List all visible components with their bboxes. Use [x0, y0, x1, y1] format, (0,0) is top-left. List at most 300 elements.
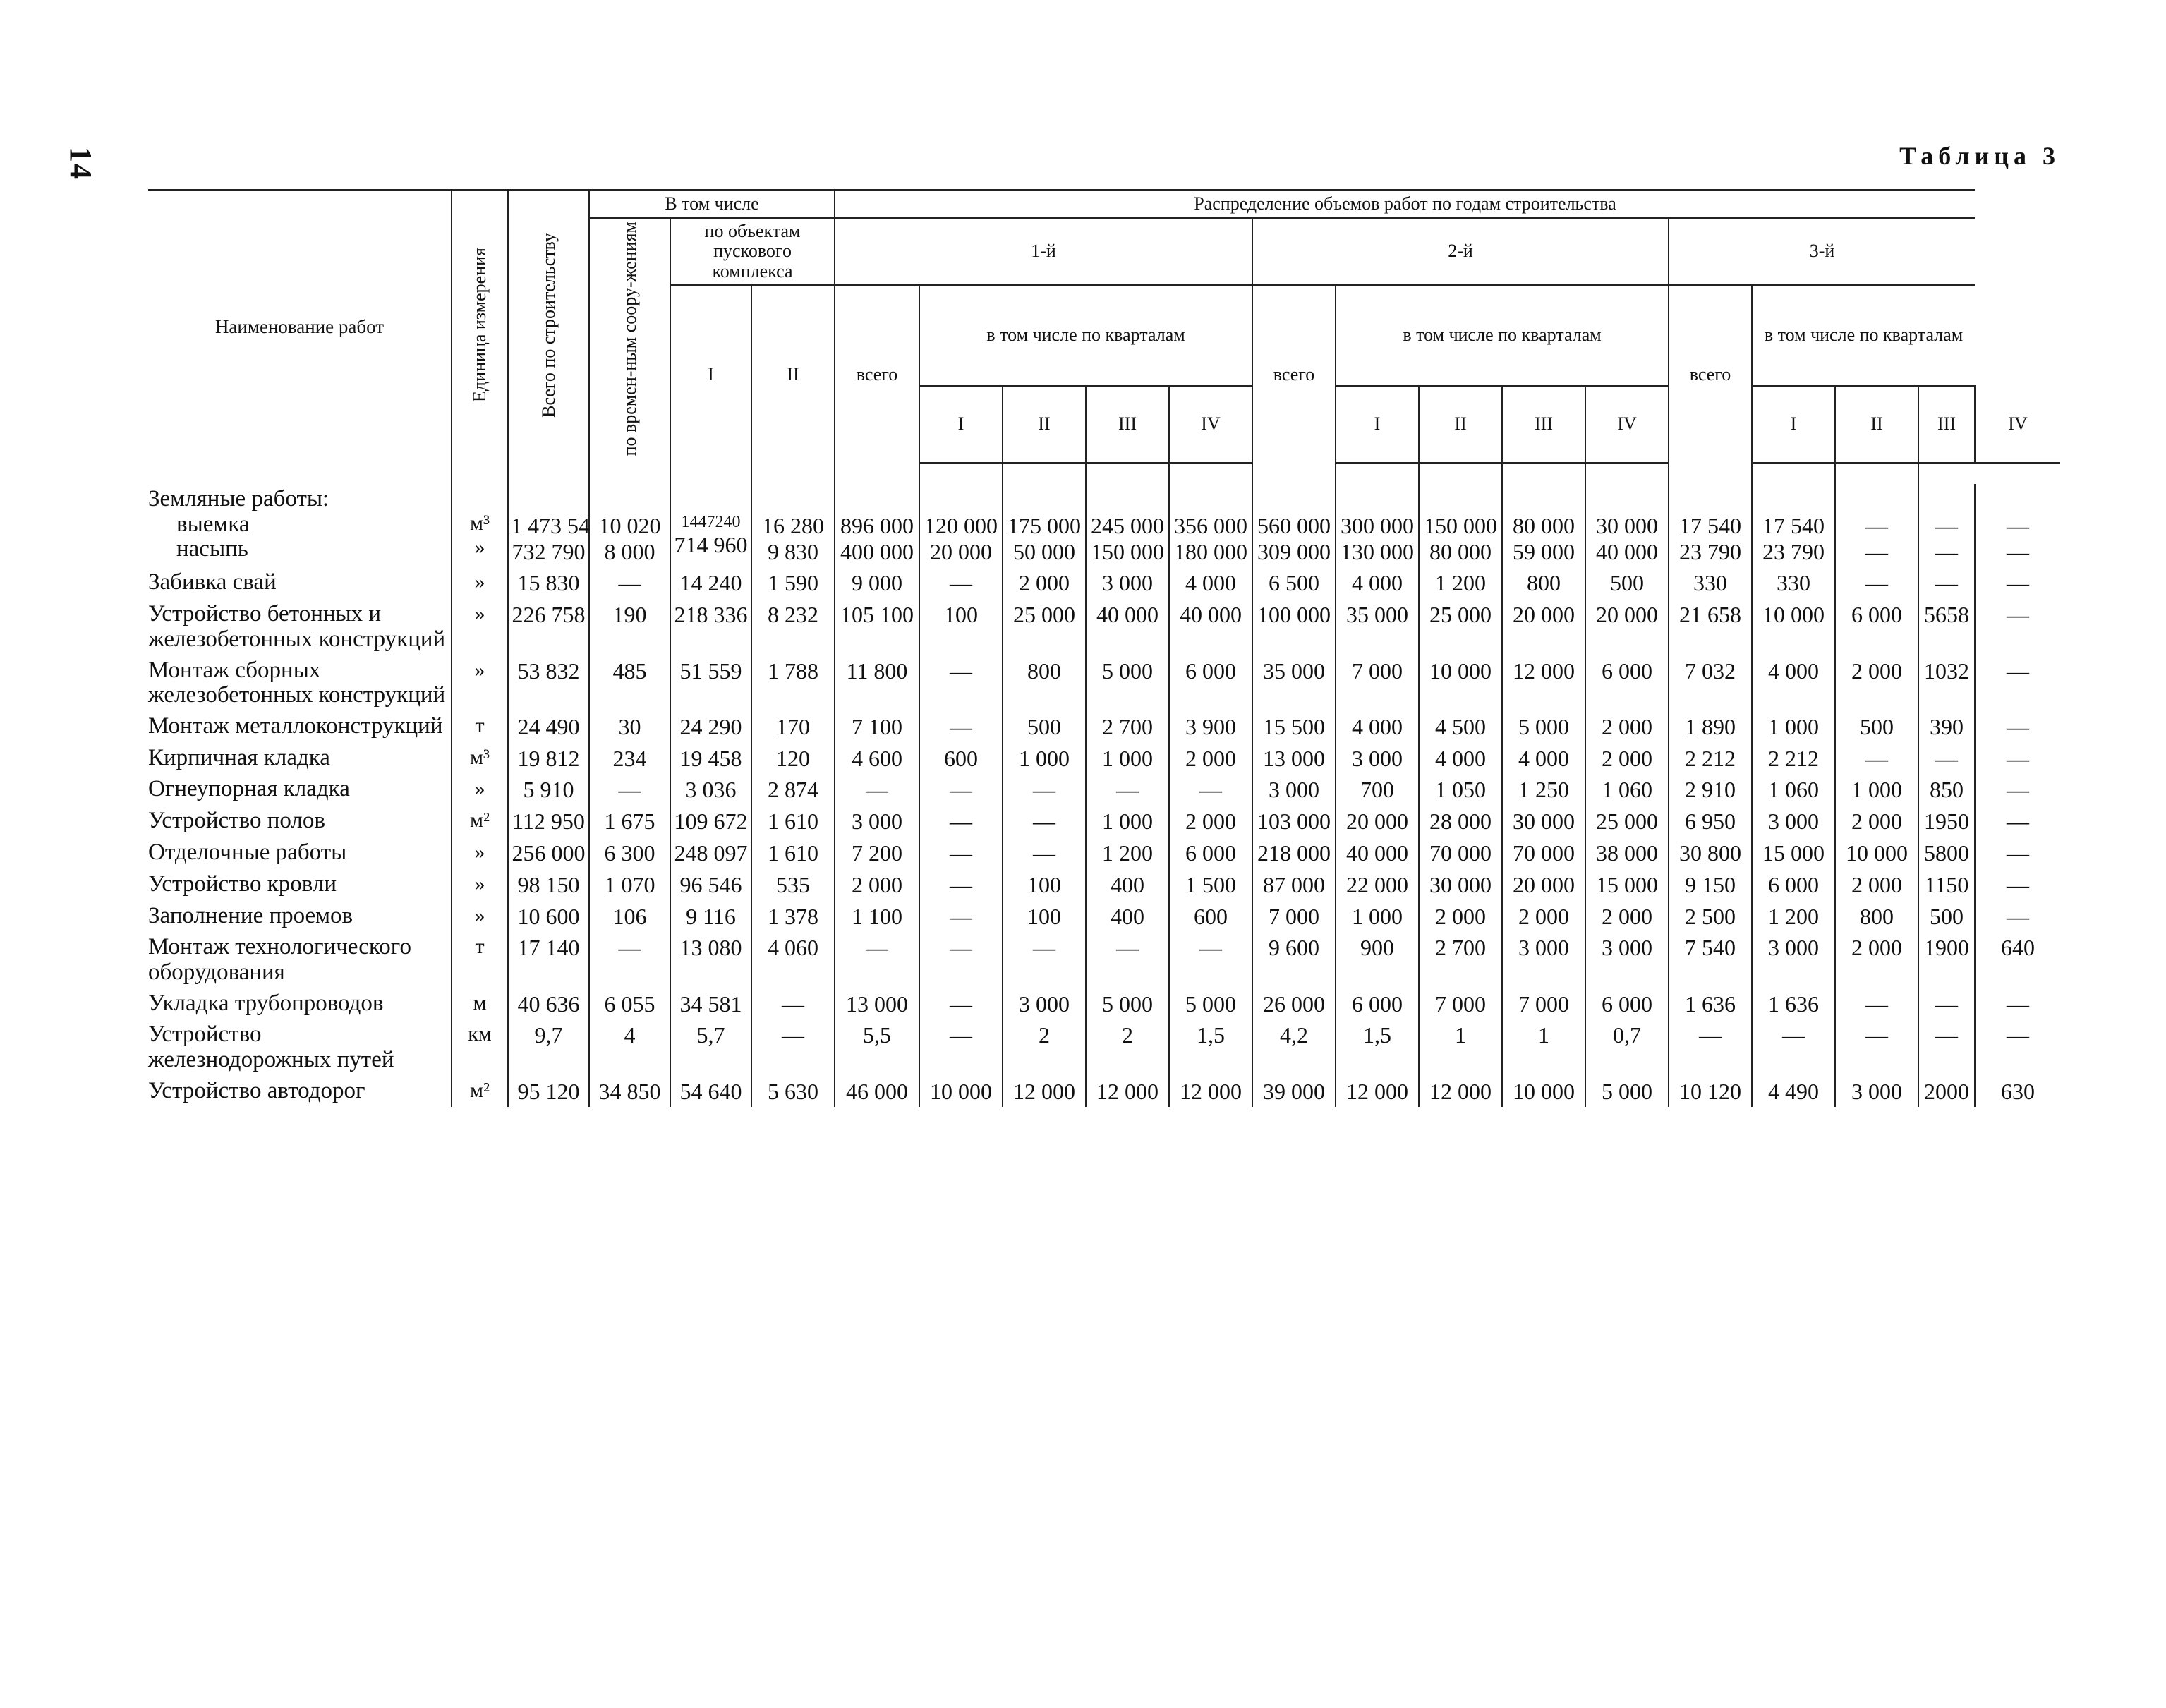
- value-cell: 10 000: [1502, 1076, 1585, 1108]
- value-cell: 1 788: [751, 655, 835, 711]
- header-year-3-quarters: в том числе по кварталам: [1752, 285, 1975, 385]
- value-cell: 234: [589, 743, 670, 775]
- value-cell: 700: [1336, 774, 1419, 806]
- value-cell: 12 000: [1502, 655, 1585, 711]
- unit-cell: м²: [452, 806, 508, 837]
- value-cell: 500: [1835, 711, 1918, 743]
- value-cell: 5,5: [835, 1019, 919, 1075]
- value-cell: 39 000: [1252, 1076, 1336, 1108]
- value-cell: —: [1975, 711, 2060, 743]
- unit-cell: »: [452, 774, 508, 806]
- work-name: Устройство полов: [148, 808, 325, 834]
- value-cell: 7 200: [835, 837, 919, 869]
- value-cell: 11 800: [835, 655, 919, 711]
- value-cell: 5 000: [1086, 655, 1169, 711]
- value-cell: 6 000: [1585, 988, 1669, 1020]
- value-cell: — —: [1835, 484, 1918, 567]
- header-temporary: по времен-ным соору-жениям: [589, 218, 670, 464]
- value-cell: 17 140: [508, 932, 589, 988]
- value-cell: 13 080: [670, 932, 751, 988]
- value-cell: 256 000: [508, 837, 589, 869]
- value-cell: 2 500: [1669, 901, 1752, 933]
- value-cell: 10 120: [1669, 1076, 1752, 1108]
- value-cell: 3 000: [1252, 774, 1336, 806]
- value-cell: 2 874: [751, 774, 835, 806]
- table-row: [148, 743, 2060, 775]
- value-cell: 25 000: [1003, 599, 1086, 655]
- unit-cell: м³ »: [452, 484, 508, 567]
- value-cell: —: [1918, 743, 1975, 775]
- value-cell: 10 020 8 000: [589, 484, 670, 567]
- value-cell: 70 000: [1419, 837, 1502, 869]
- value-cell: 2 000: [1585, 901, 1669, 933]
- value-cell: 12 000: [1169, 1076, 1252, 1108]
- value-cell: 300 000 130 000: [1336, 484, 1419, 567]
- value-cell: 98 150: [508, 869, 589, 901]
- value-cell: 1 060: [1752, 774, 1835, 806]
- value-cell: —: [1975, 567, 2060, 599]
- value-cell: 535: [751, 869, 835, 901]
- value-cell: 2 000: [1585, 743, 1669, 775]
- value-cell: 109 672: [670, 806, 751, 837]
- works-distribution-table: [148, 189, 2060, 1107]
- value-cell: 30 800: [1669, 837, 1752, 869]
- value-cell: 14 240: [670, 567, 751, 599]
- value-cell: 1 000: [1086, 806, 1169, 837]
- value-cell: 7 000: [1336, 655, 1419, 711]
- value-cell: 1 500: [1169, 869, 1252, 901]
- value-cell: 53 832: [508, 655, 589, 711]
- unit-cell: т: [452, 932, 508, 988]
- value-cell: 175 000 50 000: [1003, 484, 1086, 567]
- value-cell: —: [919, 901, 1003, 933]
- value-cell: 6 000: [1585, 655, 1669, 711]
- table-caption: Таблица 3: [1899, 142, 2060, 170]
- header-year-2-quarters: в том числе по кварталам: [1336, 285, 1669, 385]
- value-cell: 1 610: [751, 837, 835, 869]
- value-cell: 95 120: [508, 1076, 589, 1108]
- work-name: Устройство бетонных и железобетонных конструкций: [148, 601, 446, 652]
- value-cell: 330: [1669, 567, 1752, 599]
- value-cell: 896 000 400 000: [835, 484, 919, 567]
- header-including: В том числе: [589, 190, 835, 218]
- value-cell: 1 000: [1336, 901, 1419, 933]
- unit-cell: м³: [452, 743, 508, 775]
- header-year-1-total: всего: [835, 285, 919, 463]
- value-cell: 5,7: [670, 1019, 751, 1075]
- value-cell: 4 000: [1502, 743, 1585, 775]
- work-name: Кирпичная кладка: [148, 744, 330, 770]
- value-cell: 7 000: [1419, 988, 1502, 1020]
- value-cell: 5 000: [1086, 988, 1169, 1020]
- value-cell: —: [919, 806, 1003, 837]
- value-cell: 30 000: [1502, 806, 1585, 837]
- value-cell: 80 000 59 000: [1502, 484, 1585, 567]
- value-cell: 2 212: [1752, 743, 1835, 775]
- value-cell: 2 000: [835, 869, 919, 901]
- value-cell: 800: [1835, 901, 1918, 933]
- value-cell: —: [1975, 806, 2060, 837]
- value-cell: —: [1835, 1019, 1918, 1075]
- value-cell: 1 473 54 732 790: [508, 484, 589, 567]
- value-cell: —: [835, 932, 919, 988]
- value-cell: 4 060: [751, 932, 835, 988]
- value-cell: 26 000: [1252, 988, 1336, 1020]
- header-y3-q2: II: [1835, 386, 1918, 464]
- value-cell: 4 490: [1752, 1076, 1835, 1108]
- value-cell: 20 000: [1502, 869, 1585, 901]
- value-cell: 3 900: [1169, 711, 1252, 743]
- value-cell: 4 000: [1752, 655, 1835, 711]
- value-cell: 6 950: [1669, 806, 1752, 837]
- value-cell: —: [1975, 655, 2060, 711]
- header-y1-q1: I: [919, 386, 1003, 464]
- value-cell: 1 890: [1669, 711, 1752, 743]
- value-cell: 8 232: [751, 599, 835, 655]
- header-y2-q2: II: [1419, 386, 1502, 464]
- table-row: [148, 484, 2060, 567]
- value-cell: 4,2: [1252, 1019, 1336, 1075]
- header-total: Всего по строительству: [508, 190, 589, 464]
- work-name: Забивка свай: [148, 569, 277, 595]
- value-cell: 1 000: [1086, 743, 1169, 775]
- table-row: [148, 806, 2060, 837]
- header-year-3: 3-й: [1669, 218, 1975, 286]
- header-name-of-works: Наименование работ: [148, 190, 452, 464]
- value-cell: 10 000: [1835, 837, 1918, 869]
- value-cell: 600: [919, 743, 1003, 775]
- value-cell: 500: [1003, 711, 1086, 743]
- value-cell: 1 200: [1086, 837, 1169, 869]
- unit-cell: км: [452, 1019, 508, 1075]
- value-cell: 600: [1169, 901, 1252, 933]
- table-row: [148, 567, 2060, 599]
- value-cell: 2 000: [1502, 901, 1585, 933]
- value-cell: 40 000: [1086, 599, 1169, 655]
- header-unit: Единица измерения: [452, 190, 508, 464]
- value-cell: 100: [919, 599, 1003, 655]
- value-cell: 218 000: [1252, 837, 1336, 869]
- value-cell: 356 000 180 000: [1169, 484, 1252, 567]
- value-cell: 25 000: [1419, 599, 1502, 655]
- table-header: [148, 190, 2060, 464]
- value-cell: —: [1975, 743, 2060, 775]
- value-cell: 5 000: [1585, 1076, 1669, 1108]
- value-cell: 6 000: [1169, 837, 1252, 869]
- value-cell: 19 458: [670, 743, 751, 775]
- value-cell: 218 336: [670, 599, 751, 655]
- value-cell: 5800: [1918, 837, 1975, 869]
- value-cell: 4: [589, 1019, 670, 1075]
- header-y2-q4: IV: [1585, 386, 1669, 464]
- value-cell: —: [919, 567, 1003, 599]
- value-cell: 4 000: [1419, 743, 1502, 775]
- value-cell: 1 200: [1752, 901, 1835, 933]
- value-cell: 12 000: [1086, 1076, 1169, 1108]
- value-cell: —: [919, 988, 1003, 1020]
- value-cell: 2 000: [1169, 806, 1252, 837]
- value-cell: —: [1003, 932, 1086, 988]
- value-cell: 20 000: [1502, 599, 1585, 655]
- value-cell: 40 000: [1169, 599, 1252, 655]
- value-cell: —: [835, 774, 919, 806]
- value-cell: —: [1086, 774, 1169, 806]
- value-cell: 1950: [1918, 806, 1975, 837]
- value-cell: 1 636: [1752, 988, 1835, 1020]
- value-cell: 87 000: [1252, 869, 1336, 901]
- work-subitem: выемка: [176, 511, 250, 537]
- value-cell: 100: [1003, 869, 1086, 901]
- value-cell: —: [1975, 901, 2060, 933]
- value-cell: —: [1975, 774, 2060, 806]
- header-distribution: Распределение объемов работ по годам строительства: [835, 190, 1975, 218]
- value-cell: 0,7: [1585, 1019, 1669, 1075]
- value-cell: 70 000: [1502, 837, 1585, 869]
- table-row: [148, 837, 2060, 869]
- value-cell: 9 000: [835, 567, 919, 599]
- header-y3-q3: III: [1918, 386, 1975, 464]
- value-cell: 25 000: [1585, 806, 1669, 837]
- value-cell: —: [1975, 869, 2060, 901]
- value-cell: 1 636: [1669, 988, 1752, 1020]
- value-cell: 1,5: [1336, 1019, 1419, 1075]
- value-cell: 2: [1003, 1019, 1086, 1075]
- value-cell: —: [1003, 806, 1086, 837]
- value-cell: 15 500: [1252, 711, 1336, 743]
- work-name: Монтаж технологического оборудования: [148, 934, 412, 985]
- value-cell: 3 000: [1752, 806, 1835, 837]
- value-cell: —: [919, 932, 1003, 988]
- value-cell: 3 000: [1502, 932, 1585, 988]
- value-cell: 500: [1585, 567, 1669, 599]
- value-cell: 1150: [1918, 869, 1975, 901]
- value-cell: — —: [1975, 484, 2060, 567]
- value-cell: 100: [1003, 901, 1086, 933]
- value-cell: 1 000: [1752, 711, 1835, 743]
- value-cell: 330: [1752, 567, 1835, 599]
- value-cell: 46 000: [835, 1076, 919, 1108]
- value-cell: —: [1835, 988, 1918, 1020]
- value-cell: 20 000: [1585, 599, 1669, 655]
- header-launch-II: II: [751, 285, 835, 463]
- value-cell: 1 590: [751, 567, 835, 599]
- table-body: [148, 464, 2060, 1108]
- value-cell: 1032: [1918, 655, 1975, 711]
- value-cell: 35 000: [1252, 655, 1336, 711]
- value-cell: 30 000 40 000: [1585, 484, 1669, 567]
- value-cell: 9 116: [670, 901, 751, 933]
- value-cell: 3 000: [1835, 1076, 1918, 1108]
- table-row: [148, 869, 2060, 901]
- value-cell: 400: [1086, 869, 1169, 901]
- value-cell: 640: [1975, 932, 2060, 988]
- value-cell: 6 000: [1336, 988, 1419, 1020]
- value-cell: 6 000: [1752, 869, 1835, 901]
- work-name: Укладка трубопроводов: [148, 990, 384, 1016]
- value-cell: 2 000: [1169, 743, 1252, 775]
- value-cell: —: [1835, 743, 1918, 775]
- value-cell: —: [1918, 1019, 1975, 1075]
- value-cell: 20 000: [1336, 806, 1419, 837]
- unit-cell: »: [452, 901, 508, 933]
- value-cell: 9 600: [1252, 932, 1336, 988]
- value-cell: —: [1086, 932, 1169, 988]
- value-cell: —: [589, 932, 670, 988]
- value-cell: 170: [751, 711, 835, 743]
- value-cell: 30 000: [1419, 869, 1502, 901]
- value-cell: 6 000: [1835, 599, 1918, 655]
- value-cell: 5 630: [751, 1076, 835, 1108]
- unit-cell: »: [452, 655, 508, 711]
- value-cell: —: [1975, 837, 2060, 869]
- header-launch-I: I: [670, 285, 751, 463]
- value-cell: —: [919, 837, 1003, 869]
- value-cell: 6 000: [1169, 655, 1252, 711]
- value-cell: 40 000: [1336, 837, 1419, 869]
- work-name: Отделочные работы: [148, 839, 347, 865]
- value-cell: 24 290: [670, 711, 751, 743]
- header-launch-objects: по объектам пускового комплекса: [670, 218, 835, 286]
- value-cell: 103 000: [1252, 806, 1336, 837]
- value-cell: —: [919, 1019, 1003, 1075]
- value-cell: 4 000: [1336, 711, 1419, 743]
- value-cell: 22 000: [1336, 869, 1419, 901]
- table-row: [148, 1076, 2060, 1108]
- value-cell: 1 070: [589, 869, 670, 901]
- value-cell: 3 000: [1336, 743, 1419, 775]
- header-year-1-quarters: в том числе по кварталам: [919, 285, 1252, 385]
- value-cell: 120: [751, 743, 835, 775]
- value-cell: 2 212: [1669, 743, 1752, 775]
- value-cell: 2 700: [1086, 711, 1169, 743]
- value-cell: 1: [1419, 1019, 1502, 1075]
- value-cell: 35 000: [1336, 599, 1419, 655]
- value-cell: 4 600: [835, 743, 919, 775]
- value-cell: 630: [1975, 1076, 2060, 1108]
- value-cell: 1 060: [1585, 774, 1669, 806]
- value-cell: 1447240 714 960: [670, 484, 751, 567]
- value-cell: 3 000: [1752, 932, 1835, 988]
- header-year-3-total: всего: [1669, 285, 1752, 463]
- value-cell: —: [1835, 567, 1918, 599]
- value-cell: 2 910: [1669, 774, 1752, 806]
- value-cell: 2 000: [1835, 806, 1918, 837]
- value-cell: —: [1169, 932, 1252, 988]
- value-cell: 106: [589, 901, 670, 933]
- table-row: [148, 655, 2060, 711]
- value-cell: 500: [1918, 901, 1975, 933]
- value-cell: 15 000: [1752, 837, 1835, 869]
- header-y3-q1: I: [1752, 386, 1835, 464]
- value-cell: 5658: [1918, 599, 1975, 655]
- unit-cell: »: [452, 869, 508, 901]
- header-year-2-total: всего: [1252, 285, 1336, 463]
- value-cell: 13 000: [1252, 743, 1336, 775]
- value-cell: 1 675: [589, 806, 670, 837]
- value-cell: 4 500: [1419, 711, 1502, 743]
- value-cell: 560 000 309 000: [1252, 484, 1336, 567]
- value-cell: 15 830: [508, 567, 589, 599]
- value-cell: 2: [1086, 1019, 1169, 1075]
- value-cell: 17 540 23 790: [1752, 484, 1835, 567]
- value-cell: — —: [1918, 484, 1975, 567]
- value-cell: 5 000: [1502, 711, 1585, 743]
- table-row: [148, 774, 2060, 806]
- value-cell: 1 378: [751, 901, 835, 933]
- unit-cell: »: [452, 567, 508, 599]
- value-cell: —: [751, 988, 835, 1020]
- value-cell: —: [589, 774, 670, 806]
- value-cell: 38 000: [1585, 837, 1669, 869]
- value-cell: 485: [589, 655, 670, 711]
- value-cell: 3 036: [670, 774, 751, 806]
- value-cell: 19 812: [508, 743, 589, 775]
- value-cell: 54 640: [670, 1076, 751, 1108]
- value-cell: —: [1975, 599, 2060, 655]
- value-cell: 800: [1003, 655, 1086, 711]
- work-name: Земляные работы: выемка насыпь: [148, 484, 452, 567]
- work-name: Устройство железнодорожных путей: [148, 1022, 394, 1073]
- page-number: 14: [63, 147, 98, 181]
- value-cell: 120 000 20 000: [919, 484, 1003, 567]
- value-cell: 4 000: [1336, 567, 1419, 599]
- table-row: [148, 599, 2060, 655]
- value-cell: 15 000: [1585, 869, 1669, 901]
- value-cell: 12 000: [1419, 1076, 1502, 1108]
- value-cell: —: [1975, 988, 2060, 1020]
- value-cell: 34 581: [670, 988, 751, 1020]
- value-cell: 400: [1086, 901, 1169, 933]
- value-cell: 30: [589, 711, 670, 743]
- unit-cell: м²: [452, 1076, 508, 1108]
- value-cell: 850: [1918, 774, 1975, 806]
- value-cell: 2 700: [1419, 932, 1502, 988]
- value-cell: 190: [589, 599, 670, 655]
- value-cell: 21 658: [1669, 599, 1752, 655]
- value-cell: 7 000: [1252, 901, 1336, 933]
- value-cell: 10 000: [919, 1076, 1003, 1108]
- value-cell: 226 758: [508, 599, 589, 655]
- header-y3-q4: IV: [1975, 386, 2060, 464]
- header-y2-q1: I: [1336, 386, 1419, 464]
- work-name: Устройство кровли: [148, 871, 337, 897]
- value-cell: 2 000: [1835, 655, 1918, 711]
- value-cell: 3 000: [835, 806, 919, 837]
- value-cell: 40 636: [508, 988, 589, 1020]
- value-cell: 1 610: [751, 806, 835, 837]
- value-cell: 2 000: [1003, 567, 1086, 599]
- value-cell: 2 000: [1835, 869, 1918, 901]
- work-name: Устройство автодорог: [148, 1077, 365, 1103]
- value-cell: 34 850: [589, 1076, 670, 1108]
- value-cell: —: [919, 655, 1003, 711]
- work-subitem: насыпь: [176, 536, 248, 562]
- value-cell: 1 250: [1502, 774, 1585, 806]
- value-cell: —: [919, 869, 1003, 901]
- value-cell: 800: [1502, 567, 1585, 599]
- value-cell: 6 500: [1252, 567, 1336, 599]
- header-year-1: 1-й: [835, 218, 1252, 286]
- table-row: [148, 1019, 2060, 1075]
- value-cell: 1: [1502, 1019, 1585, 1075]
- value-cell: 3 000: [1003, 988, 1086, 1020]
- value-cell: —: [1169, 774, 1252, 806]
- value-cell: 2 000: [1835, 932, 1918, 988]
- value-cell: —: [1975, 1019, 2060, 1075]
- value-cell: 112 950: [508, 806, 589, 837]
- value-cell: 1 200: [1419, 567, 1502, 599]
- value-cell: 96 546: [670, 869, 751, 901]
